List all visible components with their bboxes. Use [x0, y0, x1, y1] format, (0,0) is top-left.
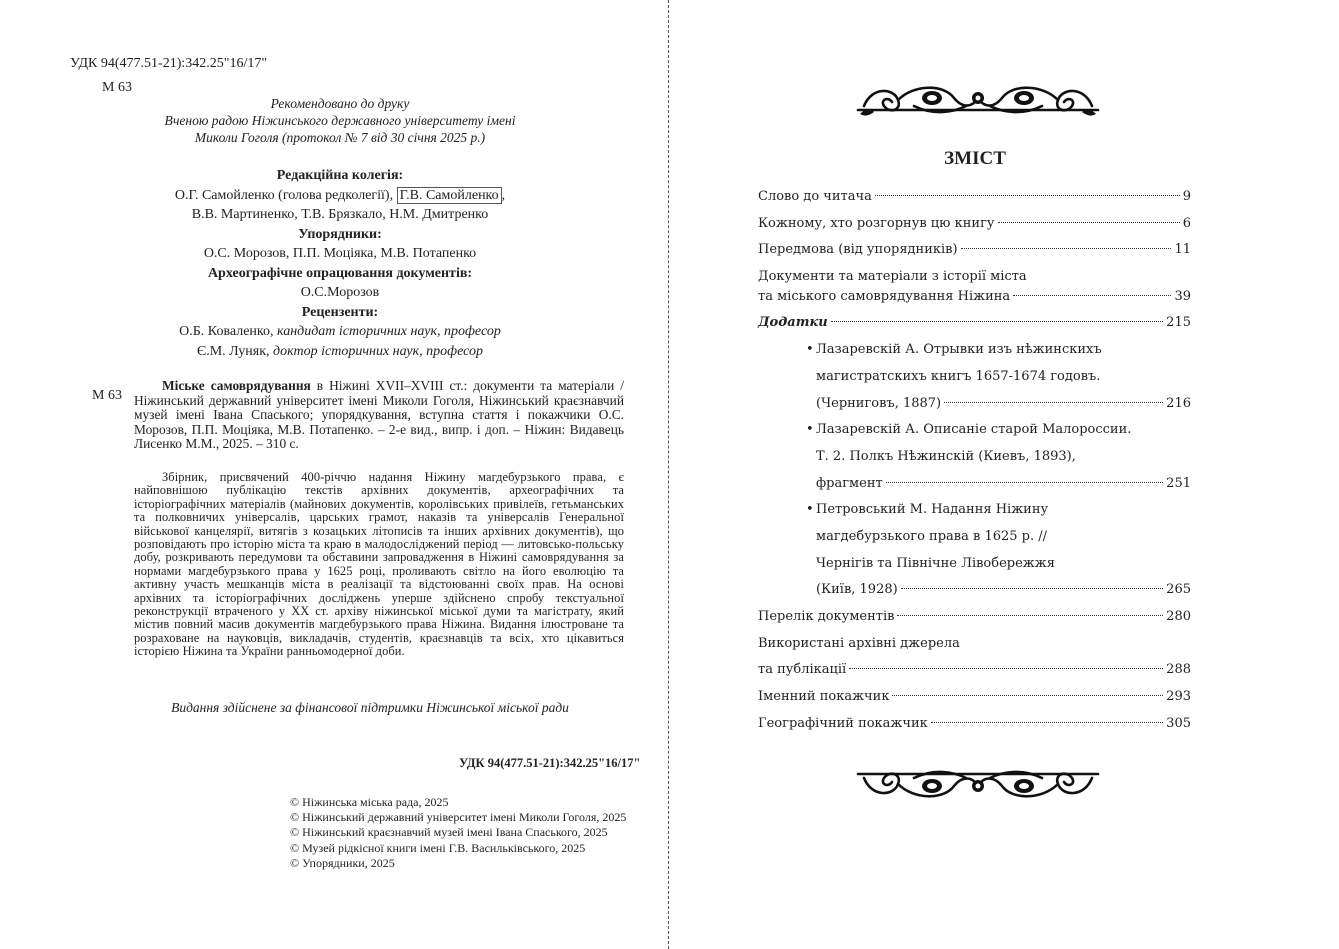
- udk-code-bottom: УДК 94(477.51-21):342.25"16/17": [459, 756, 641, 770]
- toc-subentry[interactable]: [758, 471, 1191, 498]
- toc-page-number: 215: [1166, 315, 1191, 331]
- toc-subentry-line: Чернігів та Північне Лівобережжя: [816, 555, 1055, 571]
- copyright-line: © Ніжинський державний університет імені Миколи Гоголя, 2025: [290, 810, 627, 825]
- editorial-board-chair: О.Г. Самойленко (голова редколегії),: [174, 187, 394, 203]
- bullet-icon: •: [806, 342, 814, 358]
- toc-entry-label: Слово до читача: [758, 189, 872, 204]
- toc-leader: [931, 722, 1163, 723]
- toc-leader: [961, 248, 1172, 249]
- compilers-heading: Упорядники:: [298, 226, 382, 242]
- toc-entry-label: Кожному, хто розгорнув цю книгу: [758, 215, 995, 231]
- toc-entry[interactable]: [758, 284, 1191, 311]
- toc-leader: [892, 695, 1163, 696]
- copyright-line: © Ніжинський краєзнавчий музей імені Івана Спаського, 2025: [290, 825, 608, 840]
- toc-page-number: 280: [1166, 609, 1191, 624]
- toc-page-number: 293: [1166, 689, 1191, 705]
- reviewer-line: [100, 342, 580, 362]
- toc-entry-line: Документи та матеріали з історії міста: [758, 269, 1027, 285]
- editorial-board-members: В.В. Мартиненко, Т.В. Брязкало, Н.М. Дмитренко: [191, 207, 489, 222]
- copyright-line: © Ніжинська міська рада, 2025: [290, 795, 449, 809]
- toc-leader: [901, 588, 1163, 589]
- toc-entry-label: Передмова (від упорядників): [758, 242, 958, 258]
- funding-note: Видання здійснене за фінансової підтримки Ніжинської міської ради: [171, 700, 569, 715]
- toc-page-number: 39: [1174, 288, 1191, 304]
- reviewer-name: Є.М. Луняк,: [196, 343, 270, 359]
- toc-entry-label: (Київ, 1928): [816, 582, 898, 598]
- recommendation-line: Вченою радою Ніжинського державного університету імені: [164, 113, 516, 128]
- toc-leader: [1013, 295, 1171, 296]
- toc-subentry[interactable]: [758, 391, 1191, 418]
- toc-entry[interactable]: [758, 604, 1191, 631]
- toc-entry[interactable]: [758, 711, 1191, 738]
- toc-leader: [897, 615, 1163, 616]
- toc-leader: [944, 402, 1163, 403]
- toc-leader: [875, 195, 1180, 196]
- compilers-names: О.С. Морозов, П.П. Моціяка, М.В. Потапенко: [203, 246, 477, 261]
- toc-entry[interactable]: [758, 310, 1191, 337]
- editorial-board-line: [100, 186, 580, 206]
- toc-leader: [886, 482, 1163, 483]
- toc-entry-label: фрагмент: [816, 475, 883, 491]
- toc-subentry-line: [758, 337, 1191, 364]
- editorial-board-heading: Редакційна колегія:: [276, 168, 404, 183]
- annotation-paragraph: Збірник, присвячений 400-річчю надання Ніжину магдебурзького права, є найповнішою публікацію текстів архівних документів, археографічних та історіографічних матеріалів (майнових документів, королівських привілеїв, гетьманських та полковничих універсалів, царських грамот, наказів та універсалів Генеральної військової канцелярії, витягів з козацьких літописів та інших архівних документів), що розповідають про історію міста та краю в малодосліджений період — литовсько-польську добу, розкривають передумови та обставини запровадження в Ніжині самоврядування за нормами магдебурзького права у 1625 році, проливають світло на його еволюцію та активну участь мешканців міста в реалізації та відстоюванні своїх прав. На основі архівних та історіографічних досліджень уперше здійснено спробу текстуальної реконструкції втраченого у ХХ ст. архіву ніжинської міської думи та магістрату, який містив повний масив документів магдебурзького права Ніжина. Видання ілюстроване та розраховане на науковців, викладачів, студентів, краєзнавців та всіх, хто цікавиться історією Ніжина та України ранньомодерної доби.: [134, 470, 624, 659]
- toc-entry-label: Іменний покажчик: [758, 689, 890, 705]
- toc-subentry-line: [758, 417, 1191, 444]
- toc-entry-label: та публікації: [758, 662, 847, 678]
- toc-subentry-line: магистратскихъ книгъ 1657-1674 годовъ.: [816, 368, 1101, 384]
- page-divider: [668, 0, 669, 949]
- book-title: Міське самоврядування: [162, 378, 311, 393]
- toc-entry-label: Додатки: [758, 315, 828, 331]
- toc-page-number: 288: [1166, 662, 1191, 678]
- toc-page-number: 216: [1166, 395, 1191, 411]
- toc-leader: [849, 668, 1163, 669]
- udk-code-top: УДК 94(477.51-21):342.25"16/17": [70, 56, 268, 71]
- bullet-icon: •: [806, 422, 814, 438]
- toc-subentry-text: Петровський М. Надання Ніжину: [816, 502, 1049, 518]
- recommendation-block: [100, 95, 580, 146]
- reviewer-name: О.Б. Коваленко,: [179, 324, 274, 339]
- reviewers-heading: Рецензенти:: [301, 304, 379, 320]
- toc-title: ЗМІСТ: [944, 148, 1006, 169]
- toc-page-number: 265: [1166, 582, 1191, 598]
- comma: ,: [501, 187, 506, 203]
- toc-subentry-line: [758, 497, 1191, 524]
- toc-subentry[interactable]: [758, 577, 1191, 604]
- toc-entry-label: (Черниговъ, 1887): [816, 395, 942, 411]
- copyright-line: © Музей рідкісної книги імені Г.В. Васильківського, 2025: [290, 840, 586, 855]
- toc-leader: [998, 222, 1180, 223]
- toc-entry-line: Використані архівні джерела: [758, 635, 960, 651]
- toc-entry[interactable]: [758, 211, 1191, 238]
- left-page: [0, 0, 668, 949]
- catalog-code-top: М 63: [102, 80, 132, 95]
- toc-entry-label: Географічний покажчик: [758, 715, 928, 731]
- toc-page-number: 305: [1166, 715, 1191, 731]
- archeography-heading: Археографічне опрацювання документів:: [207, 265, 473, 281]
- bullet-icon: •: [806, 502, 814, 518]
- editorial-board-member-boxed: Г.В. Самойленко: [397, 187, 502, 204]
- toc-entry-label: Перелік документів: [758, 609, 895, 624]
- archeography-name: О.С.Морозов: [300, 285, 380, 300]
- table-of-contents: [758, 184, 1191, 737]
- toc-entry[interactable]: [758, 684, 1191, 711]
- copyright-line: © Упорядники, 2025: [290, 855, 395, 870]
- toc-subentry-line: магдебурзького права в 1625 р. //: [816, 528, 1048, 544]
- toc-page-number: 6: [1182, 215, 1191, 231]
- toc-page-number: 11: [1174, 242, 1191, 258]
- editorial-block: [100, 166, 580, 361]
- reviewer-line: [100, 322, 580, 342]
- recommendation-line: Рекомендовано до друку: [270, 96, 410, 111]
- toc-leader: [831, 321, 1163, 322]
- ornament-top-icon: [854, 76, 1102, 120]
- bibliographic-details: в Ніжині XVII–XVIII ст.: документи та матеріали /Ніжинський державний університет імені Миколи Гоголя, Ніжинський краєзнавчий музей імені Івана Спаського; упорядкування, вступна стаття і покажчики О.С. Морозов, П.П. Моціяка, М.В. Потапенко. – 2-е вид., випр. і доп. – Ніжин: Видавець Лисенко М.М., 2025. – 310 с.: [134, 378, 624, 452]
- toc-page-number: 9: [1182, 189, 1191, 204]
- ornament-bottom-icon: [854, 764, 1102, 808]
- toc-entry[interactable]: [758, 237, 1191, 264]
- reviewer-title: доктор історичних наук, професор: [269, 343, 484, 359]
- catalog-code-mid: М 63: [92, 388, 122, 403]
- right-page: [671, 0, 1339, 949]
- toc-subentry-text: Лазаревскій А. Описаніе старой Малороссии.: [816, 422, 1132, 438]
- toc-entry[interactable]: [758, 657, 1191, 684]
- bibliographic-description: [134, 379, 624, 452]
- toc-page-number: 251: [1166, 475, 1191, 491]
- copyright-block: [290, 795, 626, 871]
- toc-subentry-line: Т. 2. Полкъ Нѣжинскій (Киевъ, 1893),: [816, 448, 1076, 464]
- toc-subentry-text: Лазаревскій А. Отрывки изъ нѣжинскихъ: [816, 342, 1102, 358]
- toc-entry-label: та міського самоврядування Ніжина: [758, 288, 1011, 304]
- recommendation-line: Миколи Гоголя (протокол № 7 від 30 січня 2025 р.): [194, 130, 486, 145]
- reviewer-title: кандидат історичних наук, професор: [273, 324, 501, 339]
- toc-entry[interactable]: [758, 184, 1191, 211]
